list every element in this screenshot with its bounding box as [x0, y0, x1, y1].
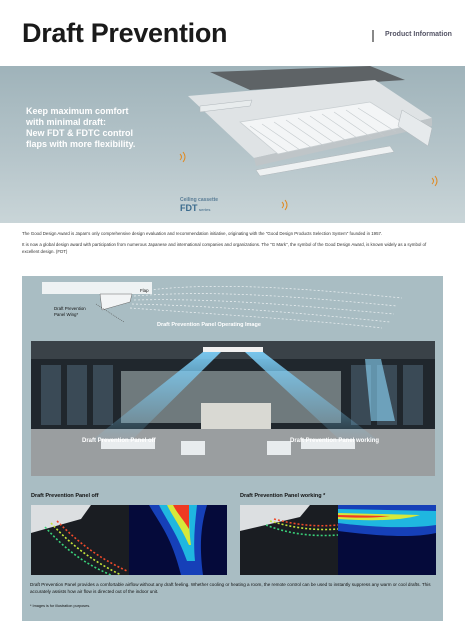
- hero-line: Keep maximum comfort: [26, 106, 129, 116]
- unit-type: Ceiling cassette: [180, 197, 219, 203]
- award-text: [22, 230, 442, 259]
- page-title: Draft Prevention: [22, 18, 228, 48]
- award-paragraph: It is now a global design award with participation from numerous Japanese and international companies and organizations. The "G Mark", the symbol of the Good Design Award, is known widely as a symbol of excellent design. (FDT): [22, 242, 427, 254]
- panel-wing-label: [54, 306, 86, 318]
- section-title-working: Draft Prevention Panel working *: [240, 493, 326, 499]
- room-label-off: Draft Prevention Panel off: [82, 438, 156, 444]
- panel-wing-label-line: Panel Wing*: [54, 312, 79, 317]
- section-title-off: Draft Prevention Panel off: [31, 493, 99, 499]
- office-room-image: [31, 341, 435, 476]
- footnote: * Images is for illustration purposes.: [30, 604, 91, 608]
- unit-caption: [180, 196, 218, 214]
- cfd-image-off: [31, 505, 227, 575]
- ceiling-cassette-illustration: [170, 66, 450, 216]
- panel-wing-label-line: Draft Prevention: [54, 306, 86, 311]
- office-room-illustration: [31, 341, 435, 476]
- cfd-image-working: [240, 505, 436, 575]
- hero-headline: [26, 106, 176, 150]
- operating-image-panel: [22, 276, 443, 621]
- page-header: [0, 0, 465, 66]
- hero-line: with minimal draft:: [26, 117, 107, 127]
- airflow-simulation-working: [240, 505, 436, 575]
- description-text: Draft Prevention Panel provides a comfortable airflow without any draft feeling. Whether cooling or heating a room, the remote control can be used to instantly suppress any warm or cool drafts. This accurately assists how air flow is directed out of the indoor unit.: [30, 582, 431, 594]
- flap-label: Flap: [140, 288, 149, 293]
- header-divider: [372, 30, 374, 42]
- hero-line: New FDT & FDTC control: [26, 128, 133, 138]
- airflow-simulation-off: [31, 505, 227, 575]
- unit-suffix: series: [198, 207, 211, 212]
- hero-line: flaps with more flexibility.: [26, 139, 136, 149]
- room-label-working: Draft Prevention Panel working: [290, 438, 380, 444]
- section-tag: Product Information: [385, 31, 452, 38]
- operating-image-title: Draft Prevention Panel Operating Image: [157, 322, 261, 328]
- unit-model: FDT: [180, 203, 198, 213]
- hero-banner: [0, 66, 465, 223]
- award-paragraph: The Good Design Award is Japan's only comprehensive design evaluation and recommendation initiative, originating with the "Good Design Products Selection System" founded in 1957.: [22, 231, 383, 236]
